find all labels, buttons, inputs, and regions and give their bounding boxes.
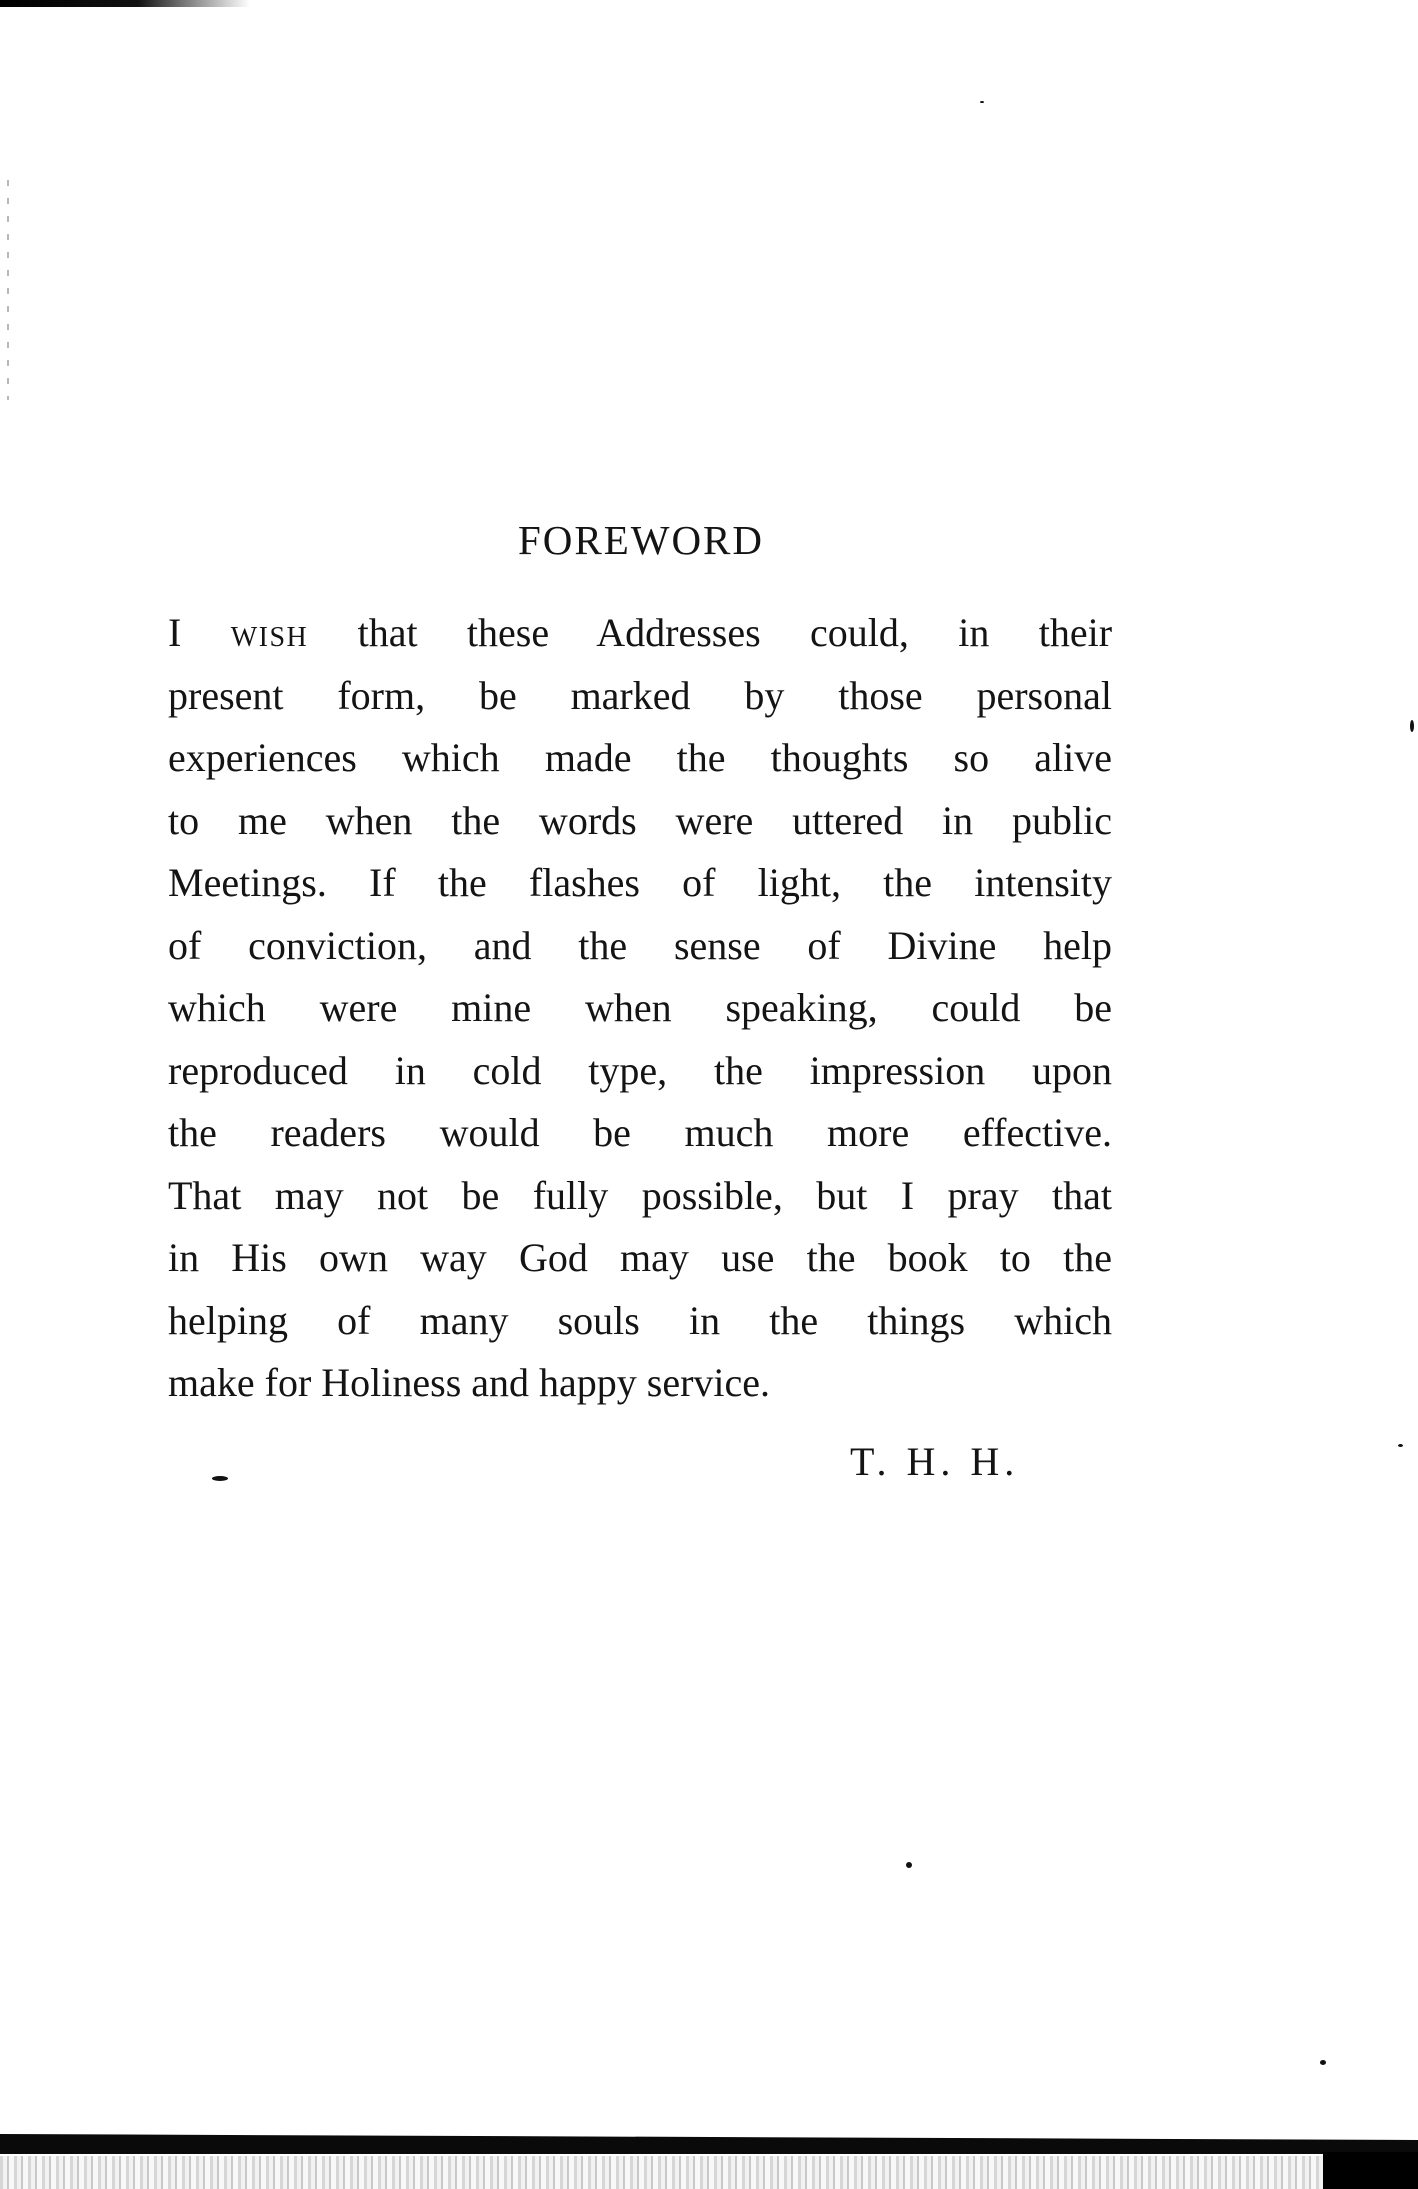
- text-line: That may not be fully possible, but I pray that: [168, 1172, 1112, 1218]
- scan-bottom-edge: [0, 2134, 1418, 2154]
- text-line: experiences which made the thoughts so alive: [168, 735, 1112, 780]
- scan-corner-block: [1323, 2152, 1418, 2189]
- text-line: of conviction, and the sense of Divine help: [168, 922, 1112, 968]
- opening-smallcaps: wish: [230, 610, 309, 655]
- text-line: reproduced in cold type, the impression upon: [168, 1047, 1112, 1093]
- text-line: to me when the words were uttered in public: [168, 797, 1112, 843]
- scan-left-marks: [7, 180, 9, 400]
- text-line: the readers would be much more effective.: [168, 1110, 1112, 1155]
- text-line: helping of many souls in the things which: [168, 1297, 1112, 1343]
- text-line: which were mine when speaking, could be: [168, 985, 1112, 1030]
- foreword-paragraph: [168, 602, 1112, 1415]
- scan-speck: [980, 101, 984, 103]
- author-initials: T. H. H.: [850, 1439, 1020, 1484]
- opening-word: I: [168, 610, 182, 655]
- scan-bottom-noise: [0, 2156, 1418, 2189]
- text-line: in His own way God may use the book to the: [168, 1235, 1112, 1280]
- scan-speck: [906, 1862, 912, 1868]
- text-line: present form, be marked by those personal: [168, 672, 1112, 718]
- scan-speck: [212, 1476, 228, 1481]
- scan-edge-mark: [0, 0, 250, 7]
- scan-speck: [1398, 1444, 1403, 1447]
- scan-speck: [1320, 2060, 1326, 2065]
- text-line: make for Holiness and happy service.: [168, 1360, 771, 1405]
- text-line: Meetings. If the flashes of light, the intensity: [168, 860, 1112, 905]
- line-text: that these Addresses could, in their: [357, 610, 1113, 655]
- scan-speck: [1410, 720, 1414, 732]
- page-title: FOREWORD: [517, 517, 765, 563]
- text-line: [168, 602, 1112, 665]
